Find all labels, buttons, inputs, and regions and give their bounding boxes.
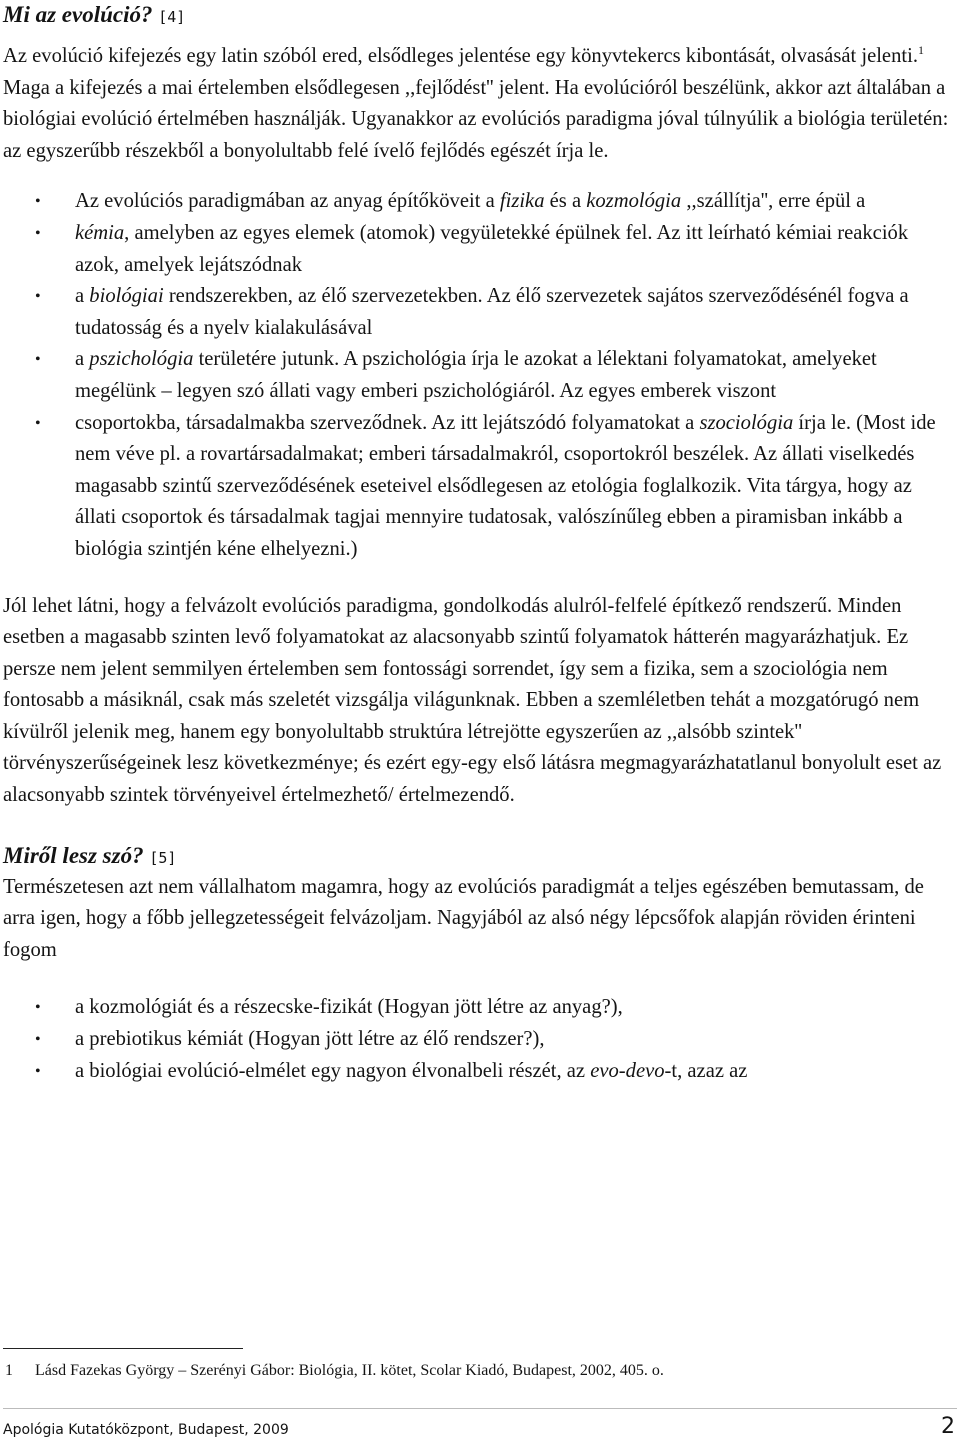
list-item [35,186,957,218]
bullet-icon: • [35,193,41,211]
topics-list [3,992,957,1087]
intro-paragraph [3,41,957,167]
list-text: csoportokba, társadalmakba szerveződnek. Az itt lejátszódó folyamatokat a [75,411,700,434]
page-footer [3,1414,957,1440]
list-item [35,1056,957,1088]
list-item [35,992,957,1024]
section-heading-what-about [3,842,957,872]
page-number: 2 [941,1414,955,1439]
intro-text-b: Maga a kifejezés a mai értelemben elsődlegesen ,,fejlődést'' jelent. Ha evolúcióról beszélünk, akkor azt általában a biológiai evolúció értelmében használják. Ugyanakkor az evolúciós paradigma jóval túlnyúlik a biológia területén: az egyszerűbb részekből a bonyolultabb felé ívelő fejlődés egészét írja le. [3,76,949,162]
list-item [35,1024,957,1056]
list-item [35,281,957,344]
bullet-icon: • [35,414,41,432]
list-text: a [75,348,90,371]
section2-intro-paragraph: Természetesen azt nem vállalhatom magamra, hogy az evolúciós paradigmát a teljes egészében bemutassam, de arra igen, hogy a főbb jellegzetességeit felvázoljam. Nagyjából az alsó négy lépcsőfok alapján röviden érinteni fogom [3,875,924,961]
list-text: a biológiai evolúció-elmélet egy nagyon élvonalbeli részét, az [75,1059,591,1082]
list-text: rendszerekben, az élő szervezetekben. Az élő szervezetek sajátos szerveződésénél fogva a tudatosság és a nyelv kialakulásával [75,285,909,339]
footnote [5,1360,945,1382]
footer-divider [3,1408,957,1409]
list-text: a prebiotikus kémiát (Hogyan jött létre az élő rendszer?), [75,1028,545,1051]
list-italic-term: pszichológia [89,348,194,371]
list-item [35,218,957,281]
list-italic-term: szociológia [699,411,794,434]
intro-text-a: Az evolúció kifejezés egy latin szóból ered, elsődleges jelentése egy könyvtekercs kibontását, olvasását jelenti. [3,45,918,67]
heading-text: Miről lesz szó? [3,842,144,868]
list-italic-term: kozmológia [586,190,682,213]
list-text: Az evolúciós paradigmában az anyag építőköveit a [75,190,500,213]
heading-text: Mi az evolúció? [3,2,153,27]
list-text: területére jutunk. A pszichológia írja le azokat a lélektani folyamatokat, amelyeket megélünk – legyen szó állati vagy emberi pszichológiáról. Az egyes emberek viszont [75,348,877,402]
list-text: -t, azaz az [664,1059,748,1082]
bullet-icon: • [35,351,41,369]
paradigm-paragraph: Jól lehet látni, hogy a felvázolt evolúciós paradigma, gondolkodás alulról-felfelé építkező rendszerű. Minden esetben a magasabb szinten levő folyamatokat az alacsonyabb szintű folyamatok hátterén magyarázhatjuk. Ez persze nem jelent semmilyen értelemben sem fontossági sorrendet, így sem a fizika, sem a szociológia nem fontosabb a másiknál, csak más szeletét vizsgálja világunknak. Ebben a szemléletben tehát a mozgatórugó nem kívülről jelenik meg, hanem egy bonyolultabb struktúra létrejötte egyszerűen az ,,alsóbb szintek'' törvényszerűségeinek lesz következménye; és ezért egy-egy első látásra megmagyarázhatatlanul bonyolult eset az alacsonyabb szintek törvényeivel értelmezhető/ értelmezendő. [3,594,942,807]
footer-organization: Apológia Kutatóközpont, Budapest, 2009 [3,1422,289,1438]
bullet-icon: • [35,999,41,1017]
footnote-number: 1 [5,1362,13,1379]
bullet-icon: • [35,1031,41,1049]
list-text: a kozmológiát és a részecske-fizikát (Hogyan jött létre az anyag?), [75,996,623,1019]
list-text: és a [544,190,587,213]
list-text: ,,szállítja'', erre épül a [681,190,866,213]
list-italic-term: fizika [499,190,545,213]
bullet-icon: • [35,224,41,242]
bullet-icon: • [35,1062,41,1080]
evolution-levels-list [3,186,957,565]
footnote-reference[interactable]: 1 [917,43,924,58]
list-text: , amelyben az egyes elemek (atomok) vegyületekké épülnek fel. Az itt leírható kémiai reakciók azok, amelyek lejátszódnak [75,221,909,276]
list-italic-term: kémia [75,221,125,244]
reference-marker: [4] [158,8,186,26]
bullet-icon: • [35,288,41,306]
footnote-text: Lásd Fazekas György – Szerényi Gábor: Biológia, II. kötet, Scolar Kiadó, Budapest, 2002, 405. o. [35,1362,664,1379]
reference-marker: [5] [149,848,177,867]
list-text: írja le. (Most ide nem véve pl. a rovartársadalmakat; emberi társadalmakról, csoportokról beszélek. Az állati viselkedés magasabb szintű szerveződésének eseteivel elsődlegesen az etológia foglalkozik. Vita tárgya, hogy az állati csoportok és társadalmak tagjai mennyire tudatosak, valószínűleg ebben a piramisban inkább a biológia szintjén kéne elhelyezni.) [75,411,936,560]
list-text: a [75,285,90,308]
section-heading-what-is-evolution [3,1,957,31]
page-content [3,0,957,1087]
list-item [35,408,957,566]
list-item [35,344,957,407]
list-italic-term: evo-devo [590,1059,665,1082]
footnote-divider [3,1348,243,1349]
list-italic-term: biológiai [89,285,164,308]
